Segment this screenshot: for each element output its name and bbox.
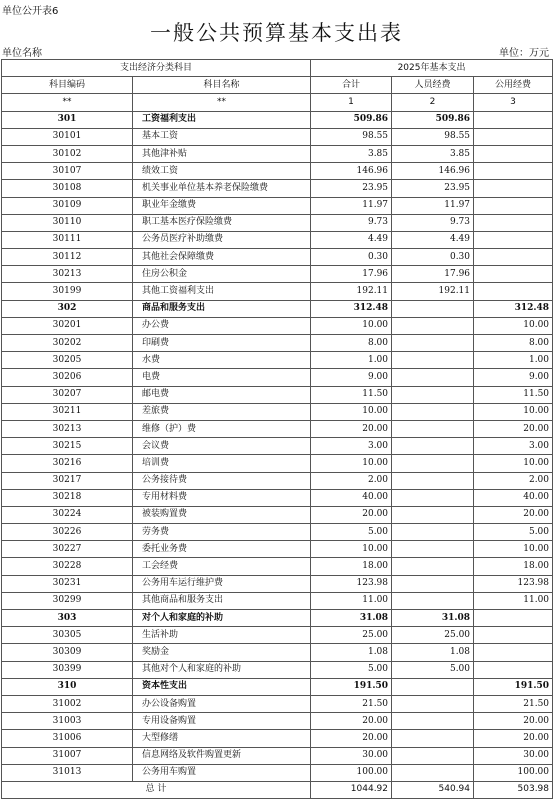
unit-name-label: 单位名称 <box>2 48 42 59</box>
public-cell: 123.98 <box>474 575 553 592</box>
personnel-cell <box>392 472 474 489</box>
code-cell: 31007 <box>2 747 133 764</box>
total-cell: 9.73 <box>311 214 392 231</box>
total-cell: 11.00 <box>311 592 392 609</box>
header-personnel: 人员经费 <box>392 77 474 94</box>
total-cell: 20.00 <box>311 420 392 437</box>
personnel-cell: 192.11 <box>392 283 474 300</box>
table-row <box>2 369 553 386</box>
table-row <box>2 747 553 764</box>
personnel-cell <box>392 386 474 403</box>
header-basic-expenditure: 2025年基本支出 <box>311 60 553 77</box>
name-cell: 信息网络及软件购置更新 <box>133 747 311 764</box>
personnel-cell: 9.73 <box>392 214 474 231</box>
personnel-cell <box>392 403 474 420</box>
currency-unit-label: 单位：万元 <box>499 48 549 59</box>
code-cell: 30111 <box>2 231 133 248</box>
name-cell: 专用设备购置 <box>133 713 311 730</box>
code-cell: 30305 <box>2 627 133 644</box>
header-group-row <box>2 60 553 77</box>
total-cell: 4.49 <box>311 231 392 248</box>
name-cell: 公务用车运行维护费 <box>133 575 311 592</box>
name-cell: 公务接待费 <box>133 472 311 489</box>
name-cell: 生活补助 <box>133 627 311 644</box>
personnel-cell <box>392 489 474 506</box>
personnel-cell <box>392 352 474 369</box>
total-cell: 30.00 <box>311 747 392 764</box>
total-cell: 11.97 <box>311 197 392 214</box>
name-cell: 其他对个人和家庭的补助 <box>133 661 311 678</box>
total-cell: 10.00 <box>311 317 392 334</box>
code-cell: 30102 <box>2 145 133 162</box>
code-cell: 30226 <box>2 524 133 541</box>
name-cell: 其他商品和服务支出 <box>133 592 311 609</box>
name-cell: 办公费 <box>133 317 311 334</box>
name-cell: 电费 <box>133 369 311 386</box>
public-cell <box>474 644 553 661</box>
personnel-cell <box>392 438 474 455</box>
name-cell: 邮电费 <box>133 386 311 403</box>
personnel-cell <box>392 764 474 781</box>
table-row <box>2 455 553 472</box>
code-cell: 301 <box>2 111 133 128</box>
code-cell: 30231 <box>2 575 133 592</box>
name-cell: 基本工资 <box>133 128 311 145</box>
personnel-cell: 5.00 <box>392 661 474 678</box>
total-cell: 146.96 <box>311 163 392 180</box>
code-cell: 30213 <box>2 266 133 283</box>
public-cell <box>474 266 553 283</box>
code-cell: 30201 <box>2 317 133 334</box>
personnel-cell <box>392 747 474 764</box>
total-cell: 3.85 <box>311 145 392 162</box>
code-cell: 30112 <box>2 249 133 266</box>
name-cell: 其他社会保障缴费 <box>133 249 311 266</box>
table-row <box>2 764 553 781</box>
table-row <box>2 678 553 695</box>
name-cell: 差旅费 <box>133 403 311 420</box>
table-row <box>2 610 553 627</box>
public-cell: 10.00 <box>474 317 553 334</box>
code-cell: 30218 <box>2 489 133 506</box>
code-cell: 31003 <box>2 713 133 730</box>
name-cell: 职工基本医疗保险缴费 <box>133 214 311 231</box>
code-cell: 30202 <box>2 335 133 352</box>
table-row <box>2 111 553 128</box>
table-row <box>2 627 553 644</box>
personnel-cell <box>392 730 474 747</box>
name-cell: 委托业务费 <box>133 541 311 558</box>
table-row <box>2 145 553 162</box>
public-cell: 21.50 <box>474 695 553 712</box>
personnel-cell: 509.86 <box>392 111 474 128</box>
total-cell: 2.00 <box>311 472 392 489</box>
code-cell: 310 <box>2 678 133 695</box>
index-cell: 1 <box>311 94 392 111</box>
personnel-cell: 23.95 <box>392 180 474 197</box>
total-cell: 18.00 <box>311 558 392 575</box>
total-cell: 25.00 <box>311 627 392 644</box>
public-cell: 5.00 <box>474 524 553 541</box>
personnel-cell <box>392 369 474 386</box>
table-row <box>2 266 553 283</box>
table-row <box>2 403 553 420</box>
name-cell: 专用材料费 <box>133 489 311 506</box>
name-cell: 工会经费 <box>133 558 311 575</box>
name-cell: 公务用车购置 <box>133 764 311 781</box>
personnel-cell <box>392 420 474 437</box>
code-cell: 30207 <box>2 386 133 403</box>
name-cell: 对个人和家庭的补助 <box>133 610 311 627</box>
table-row <box>2 249 553 266</box>
name-cell: 其他工资福利支出 <box>133 283 311 300</box>
public-cell: 20.00 <box>474 506 553 523</box>
total-cell: 1.08 <box>311 644 392 661</box>
total-cell: 8.00 <box>311 335 392 352</box>
code-cell: 30108 <box>2 180 133 197</box>
total-cell: 20.00 <box>311 506 392 523</box>
code-cell: 30399 <box>2 661 133 678</box>
total-cell: 17.96 <box>311 266 392 283</box>
table-row <box>2 558 553 575</box>
public-cell <box>474 163 553 180</box>
total-cell: 123.98 <box>311 575 392 592</box>
header-column-row <box>2 77 553 94</box>
code-cell: 30309 <box>2 644 133 661</box>
header-index-row <box>2 94 553 111</box>
public-cell: 30.00 <box>474 747 553 764</box>
table-row <box>2 283 553 300</box>
public-cell: 20.00 <box>474 420 553 437</box>
public-cell: 11.00 <box>474 592 553 609</box>
table-row <box>2 438 553 455</box>
table-row <box>2 180 553 197</box>
personnel-cell: 11.97 <box>392 197 474 214</box>
table-row <box>2 420 553 437</box>
personnel-cell <box>392 300 474 317</box>
personnel-cell: 31.08 <box>392 610 474 627</box>
total-cell: 23.95 <box>311 180 392 197</box>
personnel-cell: 1.08 <box>392 644 474 661</box>
code-cell: 30199 <box>2 283 133 300</box>
name-cell: 大型修缮 <box>133 730 311 747</box>
name-cell: 工资福利支出 <box>133 111 311 128</box>
code-cell: 31013 <box>2 764 133 781</box>
public-cell <box>474 180 553 197</box>
public-cell: 10.00 <box>474 403 553 420</box>
header-name: 科目名称 <box>133 77 311 94</box>
code-cell: 30107 <box>2 163 133 180</box>
table-row <box>2 730 553 747</box>
code-cell: 30217 <box>2 472 133 489</box>
name-cell: 职业年金缴费 <box>133 197 311 214</box>
code-cell: 30110 <box>2 214 133 231</box>
public-cell <box>474 111 553 128</box>
public-cell: 100.00 <box>474 764 553 781</box>
name-cell: 被装购置费 <box>133 506 311 523</box>
total-cell: 10.00 <box>311 541 392 558</box>
total-cell: 20.00 <box>311 730 392 747</box>
public-total-cell: 503.98 <box>474 781 553 798</box>
table-number-tag: 单位公开表6 <box>2 6 59 17</box>
total-cell: 192.11 <box>311 283 392 300</box>
public-cell <box>474 610 553 627</box>
total-cell: 3.00 <box>311 438 392 455</box>
name-cell: 培训费 <box>133 455 311 472</box>
code-cell: 30228 <box>2 558 133 575</box>
name-cell: 机关事业单位基本养老保险缴费 <box>133 180 311 197</box>
personnel-cell: 17.96 <box>392 266 474 283</box>
table-row <box>2 317 553 334</box>
personnel-cell: 25.00 <box>392 627 474 644</box>
index-cell: ** <box>133 94 311 111</box>
personnel-cell <box>392 524 474 541</box>
name-cell: 商品和服务支出 <box>133 300 311 317</box>
public-cell <box>474 197 553 214</box>
total-cell: 31.08 <box>311 610 392 627</box>
code-cell: 30213 <box>2 420 133 437</box>
table-row <box>2 506 553 523</box>
public-cell: 10.00 <box>474 455 553 472</box>
public-cell: 9.00 <box>474 369 553 386</box>
name-cell: 其他津补贴 <box>133 145 311 162</box>
public-cell: 40.00 <box>474 489 553 506</box>
table-row <box>2 695 553 712</box>
table-row <box>2 352 553 369</box>
total-cell: 98.55 <box>311 128 392 145</box>
personnel-cell <box>392 695 474 712</box>
total-cell: 191.50 <box>311 678 392 695</box>
total-cell: 100.00 <box>311 764 392 781</box>
personnel-cell: 146.96 <box>392 163 474 180</box>
table-row <box>2 575 553 592</box>
name-cell: 劳务费 <box>133 524 311 541</box>
code-cell: 31002 <box>2 695 133 712</box>
table-row <box>2 300 553 317</box>
personnel-cell: 0.30 <box>392 249 474 266</box>
personnel-cell: 3.85 <box>392 145 474 162</box>
public-cell <box>474 145 553 162</box>
public-cell <box>474 283 553 300</box>
total-cell: 312.48 <box>311 300 392 317</box>
public-cell <box>474 249 553 266</box>
code-cell: 30109 <box>2 197 133 214</box>
name-cell: 资本性支出 <box>133 678 311 695</box>
personnel-cell: 98.55 <box>392 128 474 145</box>
table-row <box>2 386 553 403</box>
name-cell: 奖励金 <box>133 644 311 661</box>
table-row <box>2 197 553 214</box>
page-title: 一般公共预算基本支出表 <box>150 21 403 45</box>
index-cell: 2 <box>392 94 474 111</box>
code-cell: 31006 <box>2 730 133 747</box>
header-total: 合计 <box>311 77 392 94</box>
table-row <box>2 335 553 352</box>
personnel-cell <box>392 678 474 695</box>
personnel-cell <box>392 575 474 592</box>
total-cell: 9.00 <box>311 369 392 386</box>
header-economic-class: 支出经济分类科目 <box>2 60 311 77</box>
personnel-cell <box>392 713 474 730</box>
public-cell: 11.50 <box>474 386 553 403</box>
total-cell: 0.30 <box>311 249 392 266</box>
public-cell <box>474 661 553 678</box>
public-cell: 20.00 <box>474 713 553 730</box>
table-row <box>2 541 553 558</box>
code-cell: 30206 <box>2 369 133 386</box>
name-cell: 印刷费 <box>133 335 311 352</box>
index-cell: ** <box>2 94 133 111</box>
table-row <box>2 231 553 248</box>
public-cell: 10.00 <box>474 541 553 558</box>
public-cell: 20.00 <box>474 730 553 747</box>
total-cell: 21.50 <box>311 695 392 712</box>
name-cell: 水费 <box>133 352 311 369</box>
public-cell: 18.00 <box>474 558 553 575</box>
table-row <box>2 713 553 730</box>
header-code: 科目编码 <box>2 77 133 94</box>
code-cell: 30224 <box>2 506 133 523</box>
code-cell: 30205 <box>2 352 133 369</box>
public-cell: 1.00 <box>474 352 553 369</box>
table-row <box>2 592 553 609</box>
code-cell: 30215 <box>2 438 133 455</box>
code-cell: 302 <box>2 300 133 317</box>
public-cell: 2.00 <box>474 472 553 489</box>
code-cell: 30211 <box>2 403 133 420</box>
public-cell: 8.00 <box>474 335 553 352</box>
public-cell <box>474 231 553 248</box>
personnel-cell <box>392 592 474 609</box>
code-cell: 303 <box>2 610 133 627</box>
personnel-cell <box>392 558 474 575</box>
personnel-cell <box>392 541 474 558</box>
code-cell: 30299 <box>2 592 133 609</box>
total-cell: 40.00 <box>311 489 392 506</box>
total-cell: 20.00 <box>311 713 392 730</box>
table-row <box>2 472 553 489</box>
total-cell: 10.00 <box>311 403 392 420</box>
total-label: 总 计 <box>2 781 311 798</box>
name-cell: 公务员医疗补助缴费 <box>133 231 311 248</box>
public-cell <box>474 128 553 145</box>
total-row <box>2 781 553 798</box>
personnel-cell <box>392 335 474 352</box>
table-row <box>2 489 553 506</box>
personnel-cell: 4.49 <box>392 231 474 248</box>
name-cell: 住房公积金 <box>133 266 311 283</box>
table-row <box>2 214 553 231</box>
budget-table <box>1 59 553 799</box>
code-cell: 30216 <box>2 455 133 472</box>
header-public: 公用经费 <box>474 77 553 94</box>
public-cell <box>474 627 553 644</box>
public-cell <box>474 214 553 231</box>
total-cell: 5.00 <box>311 661 392 678</box>
table-row <box>2 128 553 145</box>
personnel-cell <box>392 506 474 523</box>
total-cell: 11.50 <box>311 386 392 403</box>
name-cell: 会议费 <box>133 438 311 455</box>
code-cell: 30227 <box>2 541 133 558</box>
name-cell: 绩效工资 <box>133 163 311 180</box>
index-cell: 3 <box>474 94 553 111</box>
public-cell: 191.50 <box>474 678 553 695</box>
name-cell: 办公设备购置 <box>133 695 311 712</box>
personnel-total-cell: 540.94 <box>392 781 474 798</box>
table-row <box>2 163 553 180</box>
total-cell: 5.00 <box>311 524 392 541</box>
table-row <box>2 661 553 678</box>
public-cell: 312.48 <box>474 300 553 317</box>
name-cell: 维修（护）费 <box>133 420 311 437</box>
total-cell: 1.00 <box>311 352 392 369</box>
code-cell: 30101 <box>2 128 133 145</box>
total-cell: 509.86 <box>311 111 392 128</box>
total-cell: 10.00 <box>311 455 392 472</box>
personnel-cell <box>392 317 474 334</box>
public-cell: 3.00 <box>474 438 553 455</box>
personnel-cell <box>392 455 474 472</box>
table-row <box>2 524 553 541</box>
table-row <box>2 644 553 661</box>
grand-total-cell: 1044.92 <box>311 781 392 798</box>
